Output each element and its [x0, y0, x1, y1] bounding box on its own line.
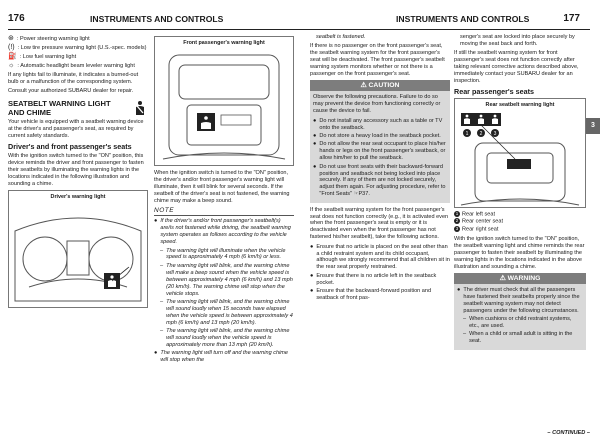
indicator-power-steering: ⊛ : Power steering warning light — [8, 35, 90, 42]
rear-legend — [454, 211, 586, 233]
note-dash-1: – The warning light will illuminate when the vehicle speed is approximately 4 mph (6 km/h) or less. — [160, 247, 286, 261]
indicator-tire-pressure: (!) : Low tire pressure warning light (U.S.-spec. models) — [8, 43, 147, 51]
driver-seats-heading: Driver's and front passenger's seats — [8, 141, 132, 151]
chapter-tab: 3 — [586, 118, 600, 134]
malfunction-text: If the seatbelt warning system for the front passenger's seat does not function correctly (e.g., it is activated even when the front passenger's seat is empty or it is deactivated even when the front passenger has not fastened his/her seatbelt), take the following actions. — [310, 206, 449, 241]
continued-label: – CONTINUED – — [547, 430, 590, 436]
left-header-rule — [8, 29, 300, 30]
right-column-2 — [454, 34, 586, 350]
rear-seats-heading: Rear passenger's seats — [454, 86, 535, 96]
right-header — [300, 14, 590, 28]
rear-marker-3: 3 — [493, 130, 497, 137]
rear-legend-2: 2 Rear center seat — [455, 218, 504, 225]
note-bullet-2: ● The warning light will turn off and the warning chime will stop when the — [154, 350, 289, 364]
left-header — [8, 14, 300, 28]
caution-box — [310, 80, 450, 202]
right-page — [300, 0, 600, 447]
indicator-fuel: ⛽ : Low fuel warning light — [8, 52, 77, 60]
rear-figure-caption: Rear seatbelt warning light — [485, 101, 555, 108]
fp-warning-text: When the ignition switch is turned to the "ON" position, the driver's and/or front passenger's warning light will illuminate, then it will blink for several seconds. If the seatbelt of the driver's seat is not fastened, the warning chime may make a beep sound. — [154, 170, 290, 204]
no-passenger-text: If there is no passenger on the front passenger's seat, the seatbelt warning system for the front passenger's seat will be deactivated. The front passenger's seatbelt warning system monitors whether or not there is a passenger on the front passenger's seat. — [310, 43, 445, 78]
warning-bullet: ● The driver must check that all the passengers have fastened their seatbelts properly since the seatbelt warning system may not detect passengers under the following circumstances. — [457, 287, 580, 314]
tire-pressure-icon: (!) — [8, 43, 15, 51]
rear-reminder-text: With the ignition switch turned to the "ON" position, the seatbelt warning light and chime reminds the rear passenger to fasten their seatbelt by illuminating the warning lights in the locations indicated in the above illustration and sounding a chime. — [454, 235, 585, 270]
caution-bullet-2: ● Do not store a heavy load in the seatback pocket. — [313, 132, 441, 139]
warning-icon: ⚠ — [499, 275, 508, 282]
note-dash-4: – The warning light will blink, and the warning chime will sound loudly when the vehicle speed is approximately more than 13 mph (20 km/h). — [160, 328, 290, 348]
seatbelt-intro-text: Your vehicle is equipped with a seatbelt warning device at the driver's and passenger's seat, as required by current safety standards. — [8, 119, 144, 139]
warning-header: ⚠ WARNING — [454, 273, 586, 284]
caution-header: ⚠ CAUTION — [310, 80, 450, 91]
right-page-number: 177 — [563, 13, 580, 24]
caution-intro: Observe the following precautions. Failure to do so may prevent the device from functioning correctly or cause the device to fail. — [313, 94, 441, 115]
left-column-1 — [8, 36, 148, 308]
caution-bullet-3: ● Do not allow the rear seat occupant to place his/her hands or legs on the front passenger's seatback, or allow him/her to pull the seatback. — [313, 141, 446, 162]
rear-legend-3: 3 Rear right seat — [455, 225, 499, 233]
left-column-2 — [154, 36, 294, 366]
right-header-title: INSTRUMENTS AND CONTROLS — [396, 14, 530, 24]
overhead-console-illustration — [155, 47, 293, 165]
contact-dealer-text: If still the seatbelt warning system for front passenger's seat does not function correctly after taking relevant corrective actions described above, immediately contact your SUBARU dealer for an inspection. — [454, 50, 579, 84]
note-label: NOTE — [154, 206, 175, 214]
action-bullet-1: ● Ensure that no article is placed on the seat other than a child restraint system and its child occupant, although we strongly recommend that all children sit in the rear seat properly restrained. — [310, 243, 450, 271]
caution-icon: ⚠ — [360, 82, 369, 90]
warning-dash-1: – When cushions or child restraint systems, etc., are used. — [463, 316, 572, 330]
rear-legend-1: 1 Rear left seat — [455, 210, 495, 218]
note-dash-2: – The warning light will blink, and the warning chime will make a beep sound when the vehicle speed is between approximately 4 mph (6 km/h) and 13 mph (20 km/h). The warning chime will stop when the vehicle stops. — [160, 262, 293, 297]
rear-console-illustration — [455, 109, 585, 207]
fp-figure-caption: Front passenger's warning light — [183, 40, 265, 46]
rear-marker-2: 2 — [479, 130, 483, 137]
headlight-icon: ☼ — [8, 61, 15, 69]
left-header-title: INSTRUMENTS AND CONTROLS — [90, 14, 224, 24]
driver-figure-caption: Driver's warning light — [50, 194, 106, 201]
bulb-failure-text: If any lights fail to illuminate, it indicates a burned-out bulb or a malfunction of the corresponding system. — [8, 71, 139, 85]
fuel-icon: ⛽ — [8, 52, 17, 60]
consult-dealer-text: Consult your authorized SUBARU dealer for repair. — [8, 87, 134, 94]
driver-seats-text: With the ignition switch turned to the "ON" position, this device reminds the driver and front passenger to fasten their seatbelts by illuminating the warning lights in the locations indicated in the following illustration and sounding a chime. — [8, 152, 144, 187]
seat-locked-text: senger's seat are locked into place securely by moving the seat back and forth. — [460, 34, 575, 47]
seatbelt-heading: SEATBELT WARNING LIGHT AND CHIME — [8, 99, 111, 117]
caution-bullet-1: ● Do not install any accessory such as a table or TV onto the seatback. — [313, 117, 443, 131]
action-bullet-2: ● Ensure that there is no article left in the seatback pocket. — [310, 272, 437, 286]
warning-box — [454, 273, 586, 350]
note-dash-3: – The warning light will blink, and the warning chime will sound loudly when 15 seconds have elapsed when the vehicle speed is between approximately 4 mph (6 km/h) and 13 mph (20 km/h). — [160, 298, 293, 326]
right-header-rule — [300, 29, 590, 30]
dashboard-illustration — [9, 201, 147, 307]
seatbelt-icon — [132, 100, 148, 116]
rear-warning-figure — [454, 98, 586, 208]
front-passenger-warning-figure — [154, 36, 294, 166]
seatbelt-fastened-text: seatbelt is fastened. — [316, 34, 366, 40]
right-column-1 — [310, 34, 450, 303]
rear-marker-1: 1 — [465, 130, 469, 137]
power-steering-icon: ⊛ — [8, 35, 14, 42]
driver-warning-figure — [8, 190, 148, 308]
warning-dash-2: – When a child or small adult is sitting in the seat. — [463, 331, 573, 345]
action-bullet-3: ● Ensure that the backward-forward position and seatback of front pas- — [310, 288, 432, 301]
indicator-headlight: ☼ : Automatic headlight beam leveler warning light — [8, 61, 135, 69]
caution-bullet-4: ● Do not use front seats with their backward-forward position and seatback not being locked into place securely. If any of them are not locked securely, adjust them again. For adjusting procedure, refer to "Front Seats" ☞P37. — [313, 163, 446, 198]
left-page-number: 176 — [8, 13, 25, 24]
note-bullet-1: ● If the driver's and/or front passenger's seatbelt(s) are/is not fastened while driving, the seatbelt warning system operates as follows according to the vehicle speed. — [154, 218, 291, 246]
